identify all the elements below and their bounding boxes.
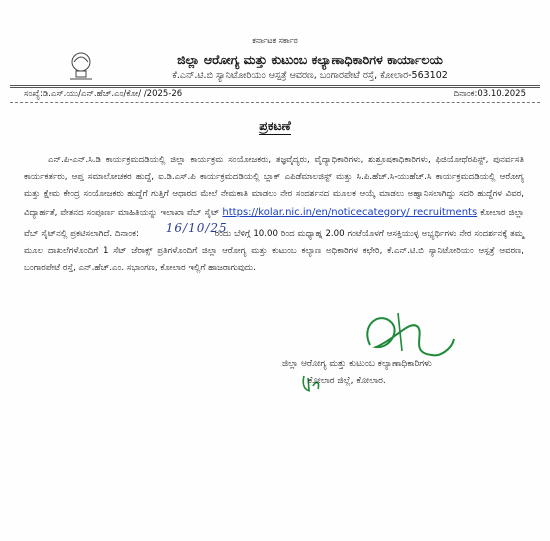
body-text-part3: ರಂದು ಬೆಳಿಗ್ಗೆ 10.00 ರಿಂದ ಮಧ್ಯಾಹ್ನ 2.00 ಗಂಟೆಯೊಳಗೆ ಆಸಕ್ತಿಯುಳ್ಳ ಅಭ್ಯರ್ಥಿಗಳು ನೇರ ಸಂದರ್ಶನಕ್ಕೆ ತಮ್ಮ ಮೂಲ ದಾಖಲೆಗಳೊಂದಿಗೆ 1 ಸೆಟ್ ಜೆರಾಕ್ಸ್ ಪ್ರತಿಗಳೊಂದಿಗೆ ಜಿಲ್ಲಾ ಆರೋಗ್ಯ ಮತ್ತು ಕುಟುಂಬ ಕಲ್ಯಾಣ ಅಧಿಕಾರಿಗಳ ಕಛೇರಿ, ಕೆ.ಎನ್.ಟಿ.ಬಿ ಸ್ಯಾನಿಟೋರಿಯಂ ಆಸ್ಪತ್ರೆ ಆವರಣ, ಬಂಗಾರಪೇಟೆ ರಸ್ತೆ, ಎನ್.ಹೆಚ್.ಎಂ. ಸಭಾಂಗಣ, ಕೋಲಾರ ಇಲ್ಲಿಗೆ ಹಾಜರಾಗುವುದು. bbox=[24, 228, 524, 274]
notice-body bbox=[24, 152, 524, 277]
notice-heading bbox=[0, 118, 550, 134]
recruitment-link[interactable]: https://kolar.nic.in/en/noticecategory/ recruitments bbox=[222, 206, 478, 218]
reference-rule bbox=[10, 102, 540, 103]
notice-date: ದಿನಾಂಕ:03.10.2025 bbox=[453, 89, 526, 99]
body-text-part2: ಕೋಲಾರ ಜಿಲ್ಲಾ ವೆಬ್ ಸೈಟ್‌ನಲ್ಲಿ ಪ್ರಕಟಿಸಲಾಗಿದೆ. ದಿನಾಂಕ: bbox=[24, 207, 524, 239]
signatory-designation: ಜಿಲ್ಲಾ ಆರೋಗ್ಯ ಮತ್ತು ಕುಟುಂಬ ಕಲ್ಯಾಣಾಧಿಕಾರಿಗಳು bbox=[282, 359, 432, 369]
government-title: ಕರ್ನಾಟಕ ಸರ್ಕಾರ bbox=[252, 36, 298, 45]
handwritten-date: 16/10/25 bbox=[165, 220, 228, 235]
body-text-part1: ಎನ್.ಪಿ-ಎನ್.ಸಿ.ಡಿ ಕಾರ್ಯಕ್ರಮದಡಿಯಲ್ಲಿ ಜಿಲ್ಲಾ ಕಾರ್ಯಕ್ರಮ ಸಂಯೋಜಕರು, ತಜ್ಞವೈದ್ಯರು, ವೈದ್ಯಾಧಿಕಾರಿಗಳು, ಶುಶ್ರೂಷಕಾಧಿಕಾರಿಗಳು, ಫಿಜಿಯೋಥೆರಪಿಸ್ಟ್, ಪುನರ್ವಸತಿ ಕಾರ್ಯಕರ್ತರು, ಆಪ್ತ ಸಮಾಲೋಚಕರ ಹುದ್ದೆ, ಐ.ಡಿ.ಎಸ್.ಪಿ ಕಾರ್ಯಕ್ರಮದಡಿಯಲ್ಲಿ ಬ್ಲಾಕ್ ಎಪಿಡೆಮಾಲಜಿಸ್ಟ್ ಮತ್ತು ಸಿ.ಪಿ.ಹೆಚ್.ಸಿ-ಯುಹೆಚ್.ಸಿ ಕಾರ್ಯಕ್ರಮದಡಿಯಲ್ಲಿ ಆರೋಗ್ಯ ಮತ್ತು ಕ್ಷೇಮ ಕೇಂದ್ರ ಸಂಯೋಜಕರು ಹುದ್ದೆಗೆ ಗುತ್ತಿಗೆ ಆಧಾರದ ಮೇಲೆ ನೇಮಕಾತಿ ಮಾಡಲು ನೇರ ಸಂದರ್ಶನದ ಮೂಲಕ ಆಯ್ಕೆ ಮಾಡಲು ಅಹ್ವಾನಿಸಲಾಗಿದ್ದು ಸದರಿ ಹುದ್ದೆಗಳ ವಿವರ, ವಿದ್ಯಾರ್ಹತೆ, ವೇತನದ ಸಂಪೂರ್ಣ ಮಾಹಿತಿಯನ್ನು ಇಲಾಖಾ ವೆಬ್ ಸೈಟ್ bbox=[24, 155, 524, 218]
office-title: ಜಿಲ್ಲಾ ಆರೋಗ್ಯ ಮತ್ತು ಕುಟುಂಬ ಕಲ್ಯಾಣಾಧಿಕಾರಿಗಳ ಕಾರ್ಯಾಲಯ bbox=[177, 52, 443, 67]
notice-heading-text: ಪ್ರಕಟಣೆ bbox=[259, 118, 291, 133]
header-rule-2 bbox=[10, 87, 540, 88]
header-rule bbox=[10, 85, 540, 86]
office-address: ಕೆ.ಎನ್.ಟಿ.ಬಿ ಸ್ಯಾನಿಟೋರಿಯಂ ಆಸ್ಪತ್ರೆ ಆವರಣ, ಬಂಗಾರಪೇಟೆ ರಸ್ತೆ, ಕೋಲಾರ-563102 bbox=[172, 70, 448, 81]
signature-mark bbox=[340, 305, 460, 367]
reference-number: ಸಂಖ್ಯೆ:ಡಿ.ಎಸ್.ಯು/ಎನ್.ಹೆಚ್.ಎಂ/ಕೋ/ /2025-26 bbox=[24, 89, 183, 99]
signatory-place: ಕೋಲಾರ ಜಿಲ್ಲೆ, ಕೋಲಾರ. bbox=[308, 376, 386, 386]
